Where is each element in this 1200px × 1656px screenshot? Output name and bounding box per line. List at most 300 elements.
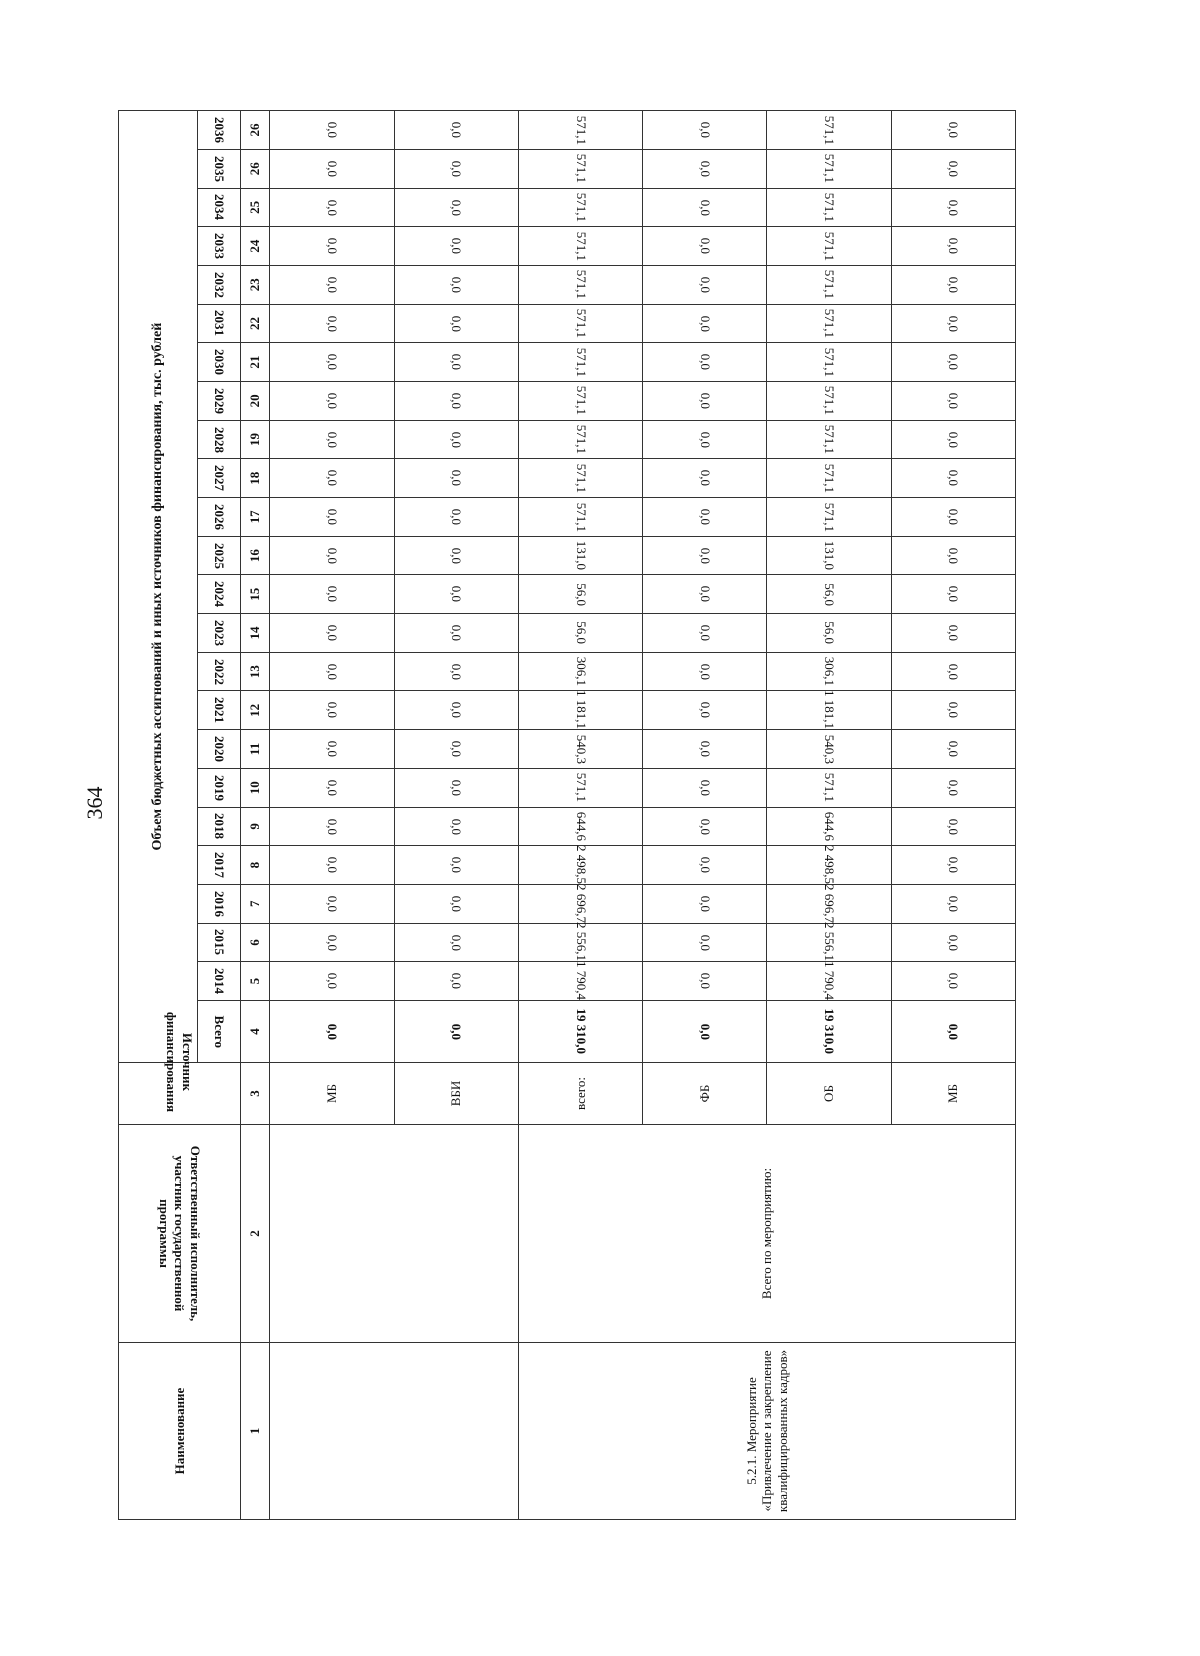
row-value-2028 — [891, 420, 1015, 459]
row-value-2019-text: 0,0 — [449, 779, 465, 796]
row-total-cell — [394, 1001, 518, 1063]
row-value-2032-text: 0,0 — [697, 276, 713, 293]
row-value-2034 — [767, 188, 891, 227]
row-value-2018 — [767, 807, 891, 846]
row-value-2022-text: 0,0 — [946, 663, 962, 680]
row-value-2017-text: 2 498,5 — [822, 844, 838, 884]
row-value-2036-text: 0,0 — [449, 121, 465, 139]
row-total-cell-text: 19 310,0 — [573, 1008, 589, 1055]
row-value-2036 — [270, 111, 394, 150]
row-value-2023-text: 0,0 — [697, 624, 713, 642]
header-year-2015-text: 2015 — [212, 929, 228, 956]
column-number-22-text: 22 — [247, 316, 263, 330]
row-value-2031 — [891, 304, 1015, 343]
row-value-2016 — [518, 884, 642, 923]
row-value-2020 — [394, 730, 518, 769]
row-value-2017 — [643, 846, 767, 885]
row-value-2027 — [394, 459, 518, 498]
column-number-27 — [241, 111, 270, 150]
row-value-2029-text: 0,0 — [946, 392, 962, 409]
row-value-2028 — [394, 420, 518, 459]
row-value-2026 — [767, 498, 891, 537]
column-number-8 — [241, 846, 270, 885]
header-year-2034 — [198, 188, 241, 227]
row-value-2027 — [891, 459, 1015, 498]
row-value-2015 — [518, 923, 642, 962]
row-source-cell — [891, 1063, 1015, 1125]
row-value-2014 — [394, 962, 518, 1001]
row-value-2031-text: 0,0 — [324, 315, 340, 332]
row-value-2031 — [394, 304, 518, 343]
row-responsible-cell-text: Всего по мероприятию: — [759, 1167, 775, 1300]
row-value-2017 — [270, 846, 394, 885]
row-value-2035 — [891, 149, 1015, 188]
rotated-table-container — [118, 115, 1016, 1520]
column-number-14-text: 14 — [247, 626, 263, 640]
row-value-2030-text: 571,1 — [573, 347, 589, 377]
row-value-2020 — [767, 730, 891, 769]
column-number-27-text: 26 — [247, 123, 263, 137]
row-value-2015-text: 2 556,1 — [573, 922, 589, 962]
header-year-2015 — [198, 923, 241, 962]
header-total — [198, 1001, 241, 1063]
row-value-2021 — [643, 691, 767, 730]
row-value-2018 — [270, 807, 394, 846]
row-value-2036 — [643, 111, 767, 150]
row-value-2029-text: 571,1 — [822, 386, 838, 416]
column-number-16 — [241, 536, 270, 575]
row-value-2033 — [643, 227, 767, 266]
row-value-2024 — [394, 575, 518, 614]
column-number-24-text: 24 — [247, 239, 263, 253]
row-value-2028 — [270, 420, 394, 459]
row-value-2029 — [767, 382, 891, 421]
row-value-2034-text: 0,0 — [946, 199, 962, 216]
row-value-2016-text: 2 696,7 — [822, 883, 838, 923]
column-number-21-text: 21 — [247, 355, 263, 369]
row-value-2018-text: 0,0 — [697, 818, 713, 835]
header-name: Наименование — [119, 1343, 241, 1520]
row-value-2023-text: 56,0 — [822, 621, 838, 645]
row-value-2036 — [891, 111, 1015, 150]
row-total-cell — [270, 1001, 394, 1063]
header-funding-group: Объем бюджетных ассигнований и иных источников финансирования, тыс. рублей — [119, 111, 198, 1063]
row-value-2021-text: 1 181,1 — [573, 690, 589, 730]
row-value-2020 — [270, 730, 394, 769]
row-value-2034 — [394, 188, 518, 227]
row-value-2034 — [643, 188, 767, 227]
column-number-23-text: 23 — [247, 278, 263, 292]
header-year-2017-text: 2017 — [212, 852, 228, 879]
row-value-2024-text: 56,0 — [822, 582, 838, 606]
row-value-2014-text: 1 790,4 — [822, 961, 838, 1000]
column-number-25-text: 25 — [247, 200, 263, 214]
row-value-2029 — [518, 382, 642, 421]
header-year-2021-text: 2021 — [212, 697, 228, 724]
row-value-2024-text: 56,0 — [573, 582, 589, 606]
header-year-2025-text: 2025 — [212, 542, 228, 569]
row-value-2018-text: 644,6 — [573, 811, 589, 842]
row-value-2019 — [891, 768, 1015, 807]
row-value-2025-text: 0,0 — [697, 547, 713, 564]
column-number-25 — [241, 188, 270, 227]
row-value-2032-text: 571,1 — [573, 270, 589, 300]
row-total-cell — [518, 1001, 642, 1063]
row-value-2036 — [767, 111, 891, 150]
row-value-2019-text: 571,1 — [573, 773, 589, 803]
row-responsible-cell — [270, 1125, 519, 1343]
header-year-2022-text: 2022 — [212, 658, 228, 685]
row-value-2034-text: 571,1 — [822, 192, 838, 223]
column-number-15-text: 15 — [247, 587, 263, 601]
header-year-2032-text: 2032 — [212, 271, 228, 298]
column-number-7 — [241, 884, 270, 923]
row-value-2036-text: 571,1 — [822, 115, 838, 145]
row-value-2022 — [643, 652, 767, 691]
row-value-2015 — [270, 923, 394, 962]
row-value-2033-text: 571,1 — [822, 231, 838, 261]
row-value-2014 — [518, 962, 642, 1001]
row-value-2025-text: 131,0 — [573, 540, 589, 571]
row-value-2015 — [394, 923, 518, 962]
row-value-2017 — [394, 846, 518, 885]
row-value-2025 — [891, 536, 1015, 575]
row-source-cell-text: ВБИ — [448, 1080, 464, 1107]
row-value-2019 — [270, 768, 394, 807]
row-value-2022-text: 306,1 — [573, 657, 589, 687]
row-value-2014 — [270, 962, 394, 1001]
row-value-2020-text: 540,3 — [573, 734, 589, 764]
row-value-2014 — [767, 962, 891, 1001]
column-number-9 — [241, 807, 270, 846]
row-value-2027-text: 571,1 — [573, 463, 589, 493]
row-value-2025-text: 0,0 — [449, 547, 465, 564]
row-value-2026-text: 0,0 — [324, 508, 340, 526]
column-number-22 — [241, 304, 270, 343]
row-value-2020 — [891, 730, 1015, 769]
row-total-cell-text: 0,0 — [449, 1023, 465, 1040]
page-number: 364 — [82, 786, 107, 820]
column-number-12 — [241, 691, 270, 730]
row-value-2035 — [767, 149, 891, 188]
header-year-2033-text: 2033 — [212, 233, 228, 260]
header-year-2024-text: 2024 — [212, 581, 228, 608]
row-value-2033-text: 0,0 — [449, 237, 465, 255]
header-year-2036-text: 2036 — [212, 117, 228, 144]
header-year-2033 — [198, 227, 241, 266]
row-value-2031 — [643, 304, 767, 343]
row-value-2035-text: 571,1 — [822, 154, 838, 184]
row-value-2031-text: 571,1 — [822, 308, 838, 339]
row-value-2028-text: 0,0 — [449, 431, 465, 448]
column-number-17 — [241, 498, 270, 537]
header-year-2026 — [198, 498, 241, 537]
header-year-2035 — [198, 149, 241, 188]
row-value-2022-text: 306,1 — [822, 657, 838, 687]
header-year-2028-text: 2028 — [212, 426, 228, 453]
row-source-cell — [270, 1063, 394, 1125]
row-value-2030-text: 0,0 — [324, 354, 340, 371]
row-value-2017-text: 0,0 — [449, 856, 465, 874]
header-year-2021 — [198, 691, 241, 730]
row-value-2033-text: 571,1 — [573, 231, 589, 261]
row-value-2018-text: 0,0 — [449, 818, 465, 835]
row-value-2032 — [891, 265, 1015, 304]
header-year-2035-text: 2035 — [212, 155, 228, 182]
column-number-18 — [241, 459, 270, 498]
row-value-2029-text: 571,1 — [573, 386, 589, 416]
row-value-2032 — [270, 265, 394, 304]
row-value-2034 — [891, 188, 1015, 227]
column-number-14 — [241, 614, 270, 653]
column-number-5-text: 5 — [247, 977, 263, 985]
header-total-text: Всего — [212, 1015, 228, 1048]
column-number-3-text: 3 — [247, 1090, 263, 1097]
row-value-2026 — [270, 498, 394, 537]
row-value-2021-text: 0,0 — [946, 702, 962, 719]
row-value-2035-text: 0,0 — [946, 160, 962, 177]
header-year-2016 — [198, 884, 241, 923]
row-value-2032 — [394, 265, 518, 304]
row-value-2030 — [270, 343, 394, 382]
header-year-2022 — [198, 652, 241, 691]
row-value-2035-text: 571,1 — [573, 154, 589, 184]
row-value-2033-text: 0,0 — [324, 237, 340, 255]
row-value-2024 — [891, 575, 1015, 614]
row-value-2020-text: 0,0 — [946, 740, 962, 758]
row-value-2021 — [394, 691, 518, 730]
header-year-2023-text: 2023 — [212, 619, 228, 646]
row-value-2035-text: 0,0 — [324, 160, 340, 177]
header-year-2034-text: 2034 — [212, 194, 228, 221]
row-source-cell-text: ОБ — [821, 1085, 837, 1102]
row-value-2035-text: 0,0 — [449, 160, 465, 177]
row-value-2026 — [394, 498, 518, 537]
column-number-18-text: 18 — [247, 471, 263, 485]
row-value-2031-text: 0,0 — [697, 315, 713, 332]
row-value-2029 — [643, 382, 767, 421]
row-value-2023-text: 56,0 — [573, 621, 589, 645]
row-value-2024-text: 0,0 — [697, 586, 713, 603]
row-value-2026 — [518, 498, 642, 537]
header-year-2025 — [198, 536, 241, 575]
row-value-2022 — [270, 652, 394, 691]
row-value-2023 — [518, 614, 642, 653]
row-name-cell — [518, 1343, 1015, 1520]
column-number-19 — [241, 420, 270, 459]
row-value-2018 — [643, 807, 767, 846]
row-value-2022 — [767, 652, 891, 691]
row-value-2023-text: 0,0 — [324, 624, 340, 642]
row-value-2024 — [518, 575, 642, 614]
row-value-2016-text: 0,0 — [324, 895, 340, 912]
row-value-2019 — [394, 768, 518, 807]
row-value-2024 — [767, 575, 891, 614]
row-value-2027-text: 0,0 — [946, 470, 962, 487]
column-number-6 — [241, 923, 270, 962]
header-year-2014-text: 2014 — [212, 968, 228, 995]
column-number-23 — [241, 265, 270, 304]
row-value-2017-text: 0,0 — [946, 856, 962, 874]
row-value-2033-text: 0,0 — [946, 237, 962, 255]
header-year-2017 — [198, 846, 241, 885]
row-value-2027 — [767, 459, 891, 498]
row-value-2017 — [891, 846, 1015, 885]
column-number-13 — [241, 652, 270, 691]
row-value-2023 — [394, 614, 518, 653]
column-number-4 — [241, 1001, 270, 1063]
row-responsible-cell — [518, 1125, 1015, 1343]
row-total-cell-text: 0,0 — [324, 1023, 340, 1040]
row-value-2030 — [394, 343, 518, 382]
row-value-2031-text: 571,1 — [573, 308, 589, 339]
row-value-2030 — [891, 343, 1015, 382]
row-value-2036 — [518, 111, 642, 150]
row-value-2021-text: 1 181,1 — [822, 690, 838, 730]
header-year-2030 — [198, 343, 241, 382]
header-year-2029 — [198, 382, 241, 421]
row-value-2022 — [518, 652, 642, 691]
column-number-26-text: 26 — [247, 162, 263, 176]
row-value-2024 — [643, 575, 767, 614]
column-number-21 — [241, 343, 270, 382]
column-number-12-text: 12 — [247, 703, 263, 717]
row-value-2018 — [518, 807, 642, 846]
header-year-2032 — [198, 265, 241, 304]
row-value-2027-text: 0,0 — [324, 470, 340, 487]
header-year-2027 — [198, 459, 241, 498]
row-value-2016 — [270, 884, 394, 923]
row-value-2022-text: 0,0 — [324, 663, 340, 680]
row-value-2020-text: 540,3 — [822, 734, 838, 764]
row-total-cell-text: 0,0 — [946, 1023, 962, 1040]
table-row — [518, 111, 642, 1520]
row-value-2022 — [891, 652, 1015, 691]
row-value-2021-text: 0,0 — [697, 702, 713, 719]
row-value-2025 — [270, 536, 394, 575]
row-value-2025-text: 0,0 — [946, 547, 962, 564]
row-value-2023 — [643, 614, 767, 653]
row-value-2022-text: 0,0 — [697, 663, 713, 680]
header-year-2030-text: 2030 — [212, 349, 228, 376]
row-value-2014 — [891, 962, 1015, 1001]
row-value-2032 — [643, 265, 767, 304]
row-value-2018-text: 0,0 — [946, 818, 962, 835]
row-value-2025-text: 131,0 — [822, 540, 838, 571]
row-value-2023 — [270, 614, 394, 653]
row-value-2026 — [891, 498, 1015, 537]
row-value-2014-text: 0,0 — [697, 973, 713, 990]
row-value-2021 — [891, 691, 1015, 730]
row-value-2032 — [767, 265, 891, 304]
header-year-2026-text: 2026 — [212, 503, 228, 530]
header-year-2014 — [198, 962, 241, 1001]
row-value-2015 — [767, 923, 891, 962]
row-value-2016 — [891, 884, 1015, 923]
column-number-9-text: 9 — [247, 823, 263, 830]
row-value-2023-text: 0,0 — [946, 624, 962, 642]
row-value-2033-text: 0,0 — [697, 237, 713, 255]
column-number-20 — [241, 382, 270, 421]
header-year-2016-text: 2016 — [212, 890, 228, 917]
column-number-10 — [241, 768, 270, 807]
row-value-2033 — [767, 227, 891, 266]
row-value-2034-text: 571,1 — [573, 192, 589, 223]
row-value-2018-text: 644,6 — [822, 811, 838, 842]
row-value-2032-text: 571,1 — [822, 270, 838, 300]
row-value-2033 — [518, 227, 642, 266]
row-value-2015-text: 2 556,1 — [822, 922, 838, 962]
row-value-2015-text: 0,0 — [324, 934, 340, 951]
row-value-2017-text: 0,0 — [324, 856, 340, 874]
row-value-2024-text: 0,0 — [449, 586, 465, 603]
header-year-2029-text: 2029 — [212, 387, 228, 414]
row-value-2026-text: 0,0 — [449, 508, 465, 526]
row-value-2030-text: 0,0 — [946, 354, 962, 371]
row-value-2030-text: 0,0 — [697, 354, 713, 371]
row-value-2024-text: 0,0 — [946, 586, 962, 603]
row-value-2028 — [518, 420, 642, 459]
row-value-2021-text: 0,0 — [324, 702, 340, 719]
row-value-2016 — [643, 884, 767, 923]
row-name-cell — [270, 1343, 519, 1520]
row-value-2036 — [394, 111, 518, 150]
column-number-2 — [241, 1125, 270, 1343]
row-value-2031-text: 0,0 — [946, 315, 962, 332]
row-value-2029 — [270, 382, 394, 421]
row-value-2034 — [518, 188, 642, 227]
financing-table — [118, 110, 1016, 1520]
row-value-2014 — [643, 962, 767, 1001]
row-value-2019 — [767, 768, 891, 807]
row-source-cell — [643, 1063, 767, 1125]
column-number-7-text: 7 — [247, 900, 263, 908]
row-value-2016-text: 0,0 — [449, 895, 465, 912]
row-value-2022-text: 0,0 — [449, 663, 465, 680]
row-total-cell-text: 0,0 — [697, 1023, 713, 1040]
row-value-2029-text: 0,0 — [324, 392, 340, 409]
row-value-2020 — [518, 730, 642, 769]
row-source-cell — [518, 1063, 642, 1125]
header-source: Источник финансирования — [119, 1063, 241, 1125]
column-number-17-text: 17 — [247, 510, 263, 524]
row-value-2015 — [891, 923, 1015, 962]
header-year-2024 — [198, 575, 241, 614]
row-value-2035 — [643, 149, 767, 188]
row-value-2027-text: 571,1 — [822, 463, 838, 493]
row-value-2028-text: 0,0 — [946, 431, 962, 448]
header-year-2018-text: 2018 — [212, 813, 228, 840]
row-value-2035 — [394, 149, 518, 188]
row-value-2030 — [767, 343, 891, 382]
row-value-2035-text: 0,0 — [697, 160, 713, 177]
row-source-cell-text: всего: — [572, 1077, 588, 1110]
row-source-cell-text: МБ — [945, 1083, 961, 1104]
row-value-2021 — [767, 691, 891, 730]
column-number-16-text: 16 — [247, 549, 263, 563]
row-value-2025 — [394, 536, 518, 575]
row-value-2026-text: 571,1 — [573, 502, 589, 532]
row-value-2034-text: 0,0 — [449, 199, 465, 216]
row-value-2032 — [518, 265, 642, 304]
header-year-2027-text: 2027 — [212, 465, 228, 492]
row-value-2032-text: 0,0 — [324, 276, 340, 293]
row-value-2018-text: 0,0 — [324, 818, 340, 835]
row-value-2031 — [270, 304, 394, 343]
column-number-6-text: 6 — [247, 939, 263, 946]
header-year-2023 — [198, 614, 241, 653]
column-number-5 — [241, 962, 270, 1001]
